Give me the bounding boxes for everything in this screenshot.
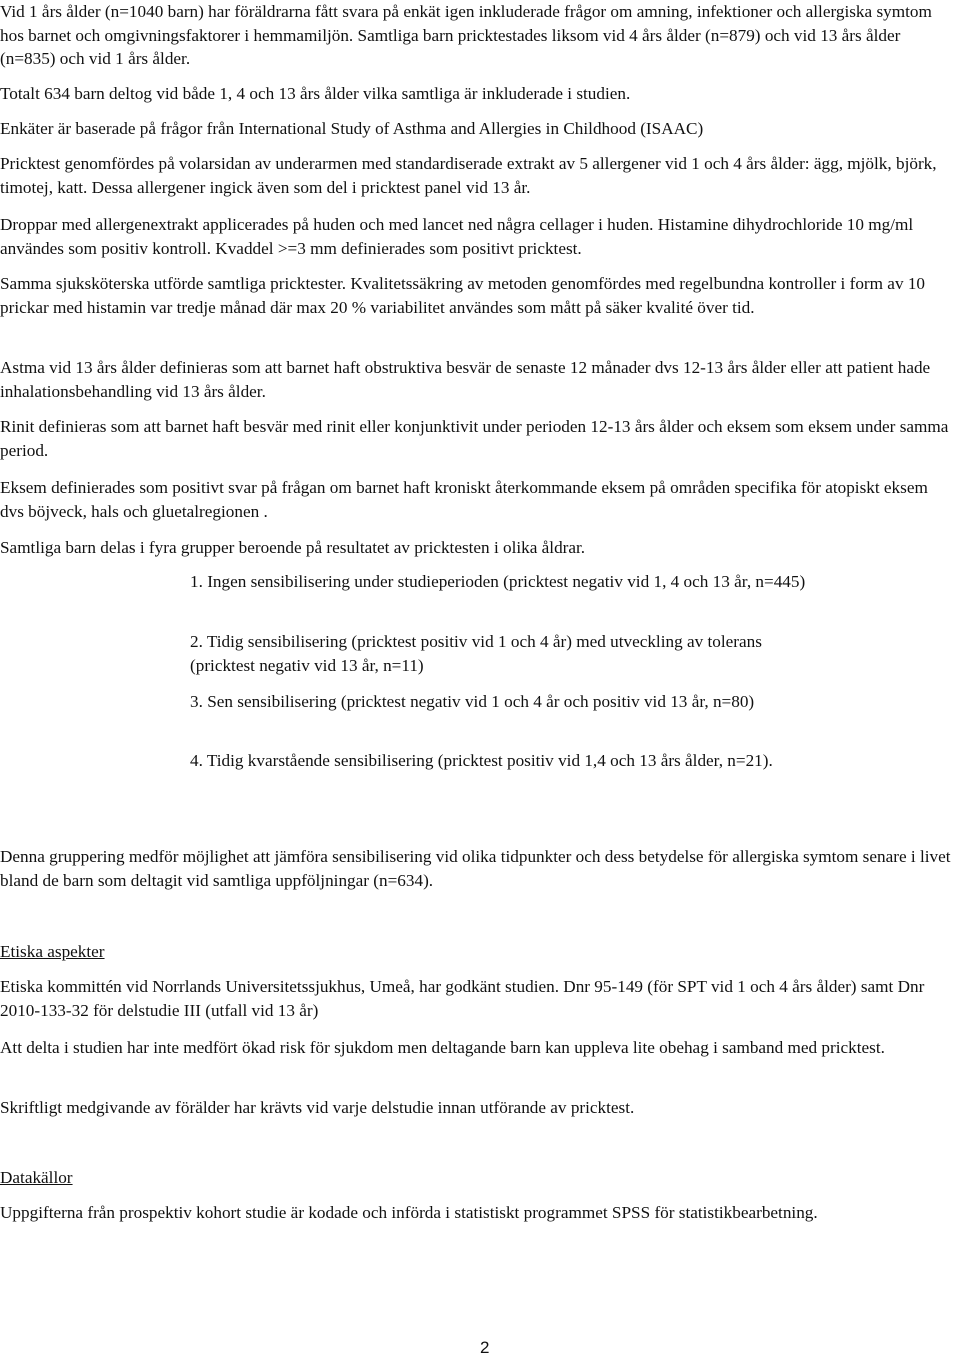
group-list-item-4: 4. Tidig kvarstående sensibilisering (pricktest positiv vid 1,4 och 13 års ålder, n=21). xyxy=(190,751,773,770)
ethics-consent-paragraph: Skriftligt medgivande av förälder har krävts vid varje delstudie innan utförande av pricktest. xyxy=(0,1098,635,1117)
isaac-paragraph: Enkäter är baserade på frågor från International Study of Asthma and Allergies in Childhood (ISAAC) xyxy=(0,119,704,138)
pricktest-method-paragraph: Pricktest genomfördes på volarsidan av underarmen med standardiserade extrakt av 5 allergener vid 1 och 4 års ålder: ägg, mjölk, björk, timotej, katt. Dessa allergener ingick även som del i pricktest panel vid 13 år. xyxy=(0,154,937,197)
ethics-heading: Etiska aspekter xyxy=(0,942,105,961)
group-list-item-2: 2. Tidig sensibilisering (pricktest positiv vid 1 och 4 år) med utveckling av tolerans (pricktest negativ vid 13 år, n=11) xyxy=(190,632,762,675)
allergen-extract-paragraph: Droppar med allergenextrakt applicerades på huden och med lancet ned några cellager i huden. Histamine dihydrochloride 10 mg/ml användes som positiv kontroll. Kvaddel >=3 mm definierades som positivt pricktest. xyxy=(0,215,914,258)
eczema-definition-paragraph: Eksem definierades som positivt svar på frågan om barnet haft kroniskt återkommande eksem på områden specifika för atopiskt eksem dvs böjveck, hals och gluetalregionen . xyxy=(0,478,928,521)
data-sources-paragraph: Uppgifterna från prospektiv kohort studie är kodade och införda i statistiskt programmet SPSS för statistikbearbetning. xyxy=(0,1203,818,1222)
group-list-item-3: 3. Sen sensibilisering (pricktest negativ vid 1 och 4 år och positiv vid 13 år, n=80) xyxy=(190,692,755,711)
intro-paragraph: Vid 1 års ålder (n=1040 barn) har föräldrarna fått svara på enkät igen inkluderade frågor om amning, infektioner och allergiska symtom hos barnet och omgivningsfaktorer i hemmamiljön. Samtliga barn pricktestades liksom vid 4 års ålder (n=879) och vid 13 års ålder (n=835) och vid 1 års ålder. xyxy=(0,2,932,68)
ethics-approval-paragraph: Etiska kommittén vid Norrlands Universitetssjukhus, Umeå, har godkänt studien. Dnr 95-149 (för SPT vid 1 och 4 års ålder) samt Dnr 2010-133-32 för delstudie III (utfall vid 13 år) xyxy=(0,977,925,1020)
group-list-item-1: 1. Ingen sensibilisering under studieperioden (pricktest negativ vid 1, 4 och 13 år, n=445) xyxy=(190,572,806,591)
rhinitis-definition-paragraph: Rinit definieras som att barnet haft besvär med rinit eller konjunktivit under perioden 12-13 års ålder och eksem som eksem under samma period. xyxy=(0,417,949,460)
data-sources-heading: Datakällor xyxy=(0,1168,73,1187)
asthma-definition-paragraph: Astma vid 13 års ålder definieras som att barnet haft obstruktiva besvär de senaste 12 månader dvs 12-13 års ålder eller att patient hade inhalationsbehandling vid 13 års ålder. xyxy=(0,358,931,401)
grouping-summary-paragraph: Denna gruppering medför möjlighet att jämföra sensibilisering vid olika tidpunkter och dess betydelse för allergiska symtom senare i livet bland de barn som deltagit vid samtliga uppföljningar (n=634). xyxy=(0,847,951,890)
page-number: 2 xyxy=(480,1338,490,1357)
participants-paragraph: Totalt 634 barn deltog vid både 1, 4 och 13 års ålder vilka samtliga är inkluderade i studien. xyxy=(0,84,631,103)
groups-intro-paragraph: Samtliga barn delas i fyra grupper beroende på resultatet av pricktesten i olika åldrar. xyxy=(0,538,586,557)
quality-control-paragraph: Samma sjuksköterska utförde samtliga pricktester. Kvalitetssäkring av metoden genomfördes med regelbundna kontroller i form av 10 prickar med histamin var tredje månad där max 20 % variabilitet användes som mått på säker kvalité över tid. xyxy=(0,274,926,317)
ethics-risk-paragraph: Att delta i studien har inte medfört ökad risk för sjukdom men deltagande barn kan uppleva lite obehag i samband med pricktest. xyxy=(0,1038,885,1057)
